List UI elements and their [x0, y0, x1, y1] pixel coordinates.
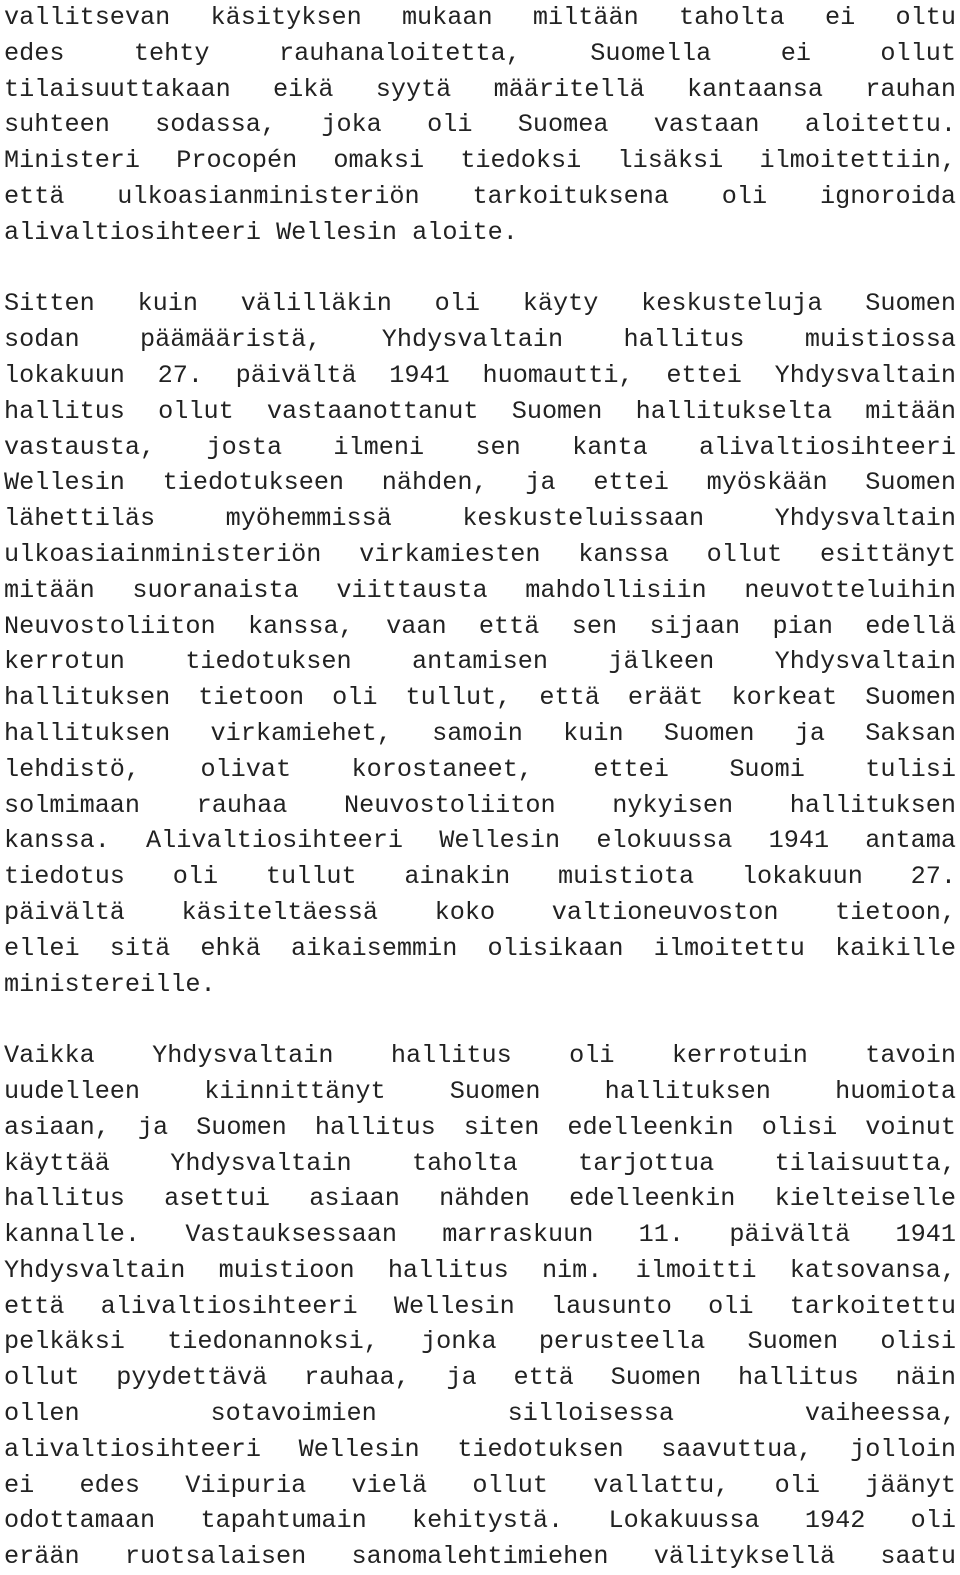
- text-line: kannalle. Vastauksessaan marraskuun 11. päivältä 1941: [4, 1220, 956, 1250]
- text-line: Wellesin tiedotukseen nähden, ja ettei myöskään Suomen: [4, 468, 956, 498]
- text-line: uudelleen kiinnittänyt Suomen hallituksen huomiota: [4, 1076, 956, 1106]
- text-line: että ulkoasianministeriön tarkoituksena oli ignoroida: [4, 181, 956, 211]
- text-line: Yhdysvaltain muistioon hallitus nim. ilmoitti katsovansa,: [4, 1255, 956, 1285]
- text-line: tiedotus oli tullut ainakin muistiota lokakuun 27.: [4, 862, 956, 892]
- text-line: mitään suoranaista viittausta mahdollisiin neuvotteluihin: [4, 575, 956, 605]
- text-line: lehdistö, olivat korostaneet, ettei Suomi tulisi: [4, 754, 956, 784]
- text-line: ollen sotavoimien silloisessa vaiheessa,: [4, 1399, 956, 1429]
- text-line: ministereille.: [4, 969, 216, 999]
- text-line: vastausta, josta ilmeni sen kanta alivaltiosihteeri: [4, 432, 956, 462]
- paragraph-3: [4, 1038, 956, 1575]
- text-line: ei edes Viipuria vielä ollut vallattu, oli jäänyt: [4, 1470, 956, 1500]
- text-line: solmimaan rauhaa Neuvostoliiton nykyisen hallituksen: [4, 790, 956, 820]
- text-line: alivaltiosihteeri Wellesin tiedotuksen saavuttua, jolloin: [4, 1434, 956, 1464]
- text-line: suhteen sodassa, joka oli Suomea vastaan aloitettu.: [4, 110, 956, 140]
- text-line: Vaikka Yhdysvaltain hallitus oli kerrotuin tavoin: [4, 1041, 956, 1071]
- text-line: hallituksen tietoon oli tullut, että eräät korkeat Suomen: [4, 683, 956, 713]
- text-line: pelkäksi tiedonannoksi, jonka perusteella Suomen olisi: [4, 1327, 956, 1357]
- text-line: Neuvostoliiton kanssa, vaan että sen sijaan pian edellä: [4, 611, 956, 641]
- text-line: käyttää Yhdysvaltain taholta tarjottua tilaisuutta,: [4, 1148, 956, 1178]
- text-line: alivaltiosihteeri Wellesin aloite.: [4, 217, 518, 247]
- text-line: lokakuun 27. päivältä 1941 huomautti, ettei Yhdysvaltain: [4, 360, 956, 390]
- text-line: kanssa. Alivaltiosihteeri Wellesin elokuussa 1941 antama: [4, 826, 956, 856]
- text-line: Sitten kuin välilläkin oli käyty keskusteluja Suomen: [4, 289, 956, 319]
- text-line: ulkoasiainministeriön virkamiesten kanssa ollut esittänyt: [4, 539, 956, 569]
- text-line: asiaan, ja Suomen hallitus siten edelleenkin olisi voinut: [4, 1112, 956, 1142]
- text-line: odottamaan tapahtumain kehitystä. Lokakuussa 1942 oli: [4, 1506, 956, 1536]
- text-line: erään ruotsalaisen sanomalehtimiehen välityksellä saatu: [4, 1542, 956, 1572]
- text-line: ollut pyydettävä rauhaa, ja että Suomen hallitus näin: [4, 1363, 956, 1393]
- text-line: vallitsevan käsityksen mukaan miltään taholta ei oltu: [4, 3, 956, 32]
- paragraph-1: [4, 0, 956, 251]
- text-line: lähettiläs myöhemmissä keskusteluissaan Yhdysvaltain: [4, 504, 956, 534]
- text-line: hallituksen virkamiehet, samoin kuin Suomen ja Saksan: [4, 718, 956, 748]
- text-line: hallitus asettui asiaan nähden edelleenkin kielteiselle: [4, 1184, 956, 1214]
- text-line: ellei sitä ehkä aikaisemmin olisikaan ilmoitettu kaikille: [4, 933, 956, 963]
- text-line: Ministeri Procopén omaksi tiedoksi lisäksi ilmoitettiin,: [4, 146, 956, 176]
- text-line: kerrotun tiedotuksen antamisen jälkeen Yhdysvaltain: [4, 647, 956, 677]
- text-line: tilaisuuttakaan eikä syytä määritellä kantaansa rauhan: [4, 74, 956, 104]
- paragraph-2: [4, 286, 956, 1002]
- text-line: edes tehty rauhanaloitetta, Suomella ei ollut: [4, 38, 956, 68]
- text-line: että alivaltiosihteeri Wellesin lausunto oli tarkoitettu: [4, 1291, 956, 1321]
- text-line: sodan päämääristä, Yhdysvaltain hallitus muistiossa: [4, 325, 956, 355]
- text-line: hallitus ollut vastaanottanut Suomen hallitukselta mitään: [4, 396, 956, 426]
- text-line: päivältä käsiteltäessä koko valtioneuvoston tietoon,: [4, 897, 956, 927]
